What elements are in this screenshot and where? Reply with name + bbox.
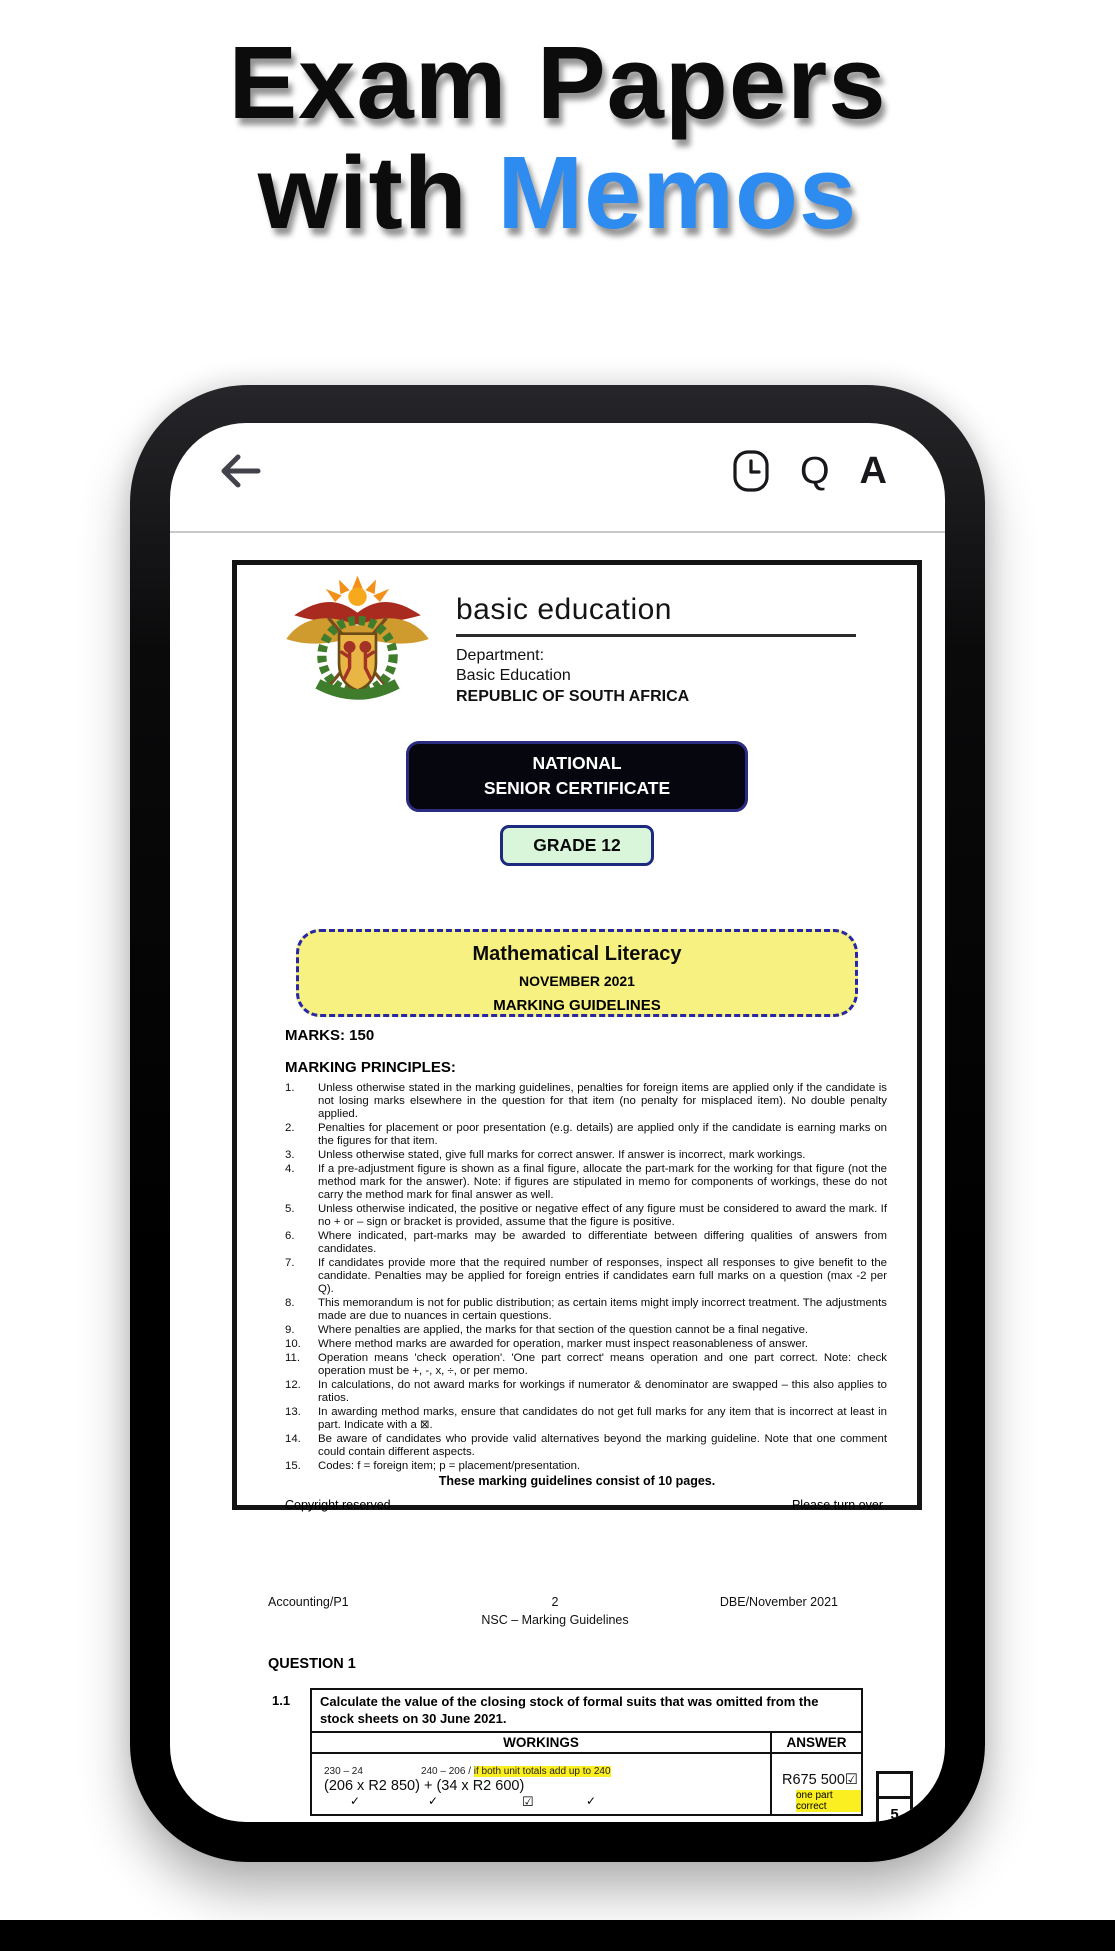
tick-icon: ✓ — [586, 1794, 597, 1809]
marks-allocation-box — [876, 1771, 913, 1822]
principle-item: 3. Unless otherwise stated, give full marks for correct answer. If answer is incorrect, mark workings. — [285, 1149, 806, 1161]
workings-formula: (206 x R2 850) + (34 x R2 600) — [324, 1778, 525, 1795]
certificate-line-2: SENIOR CERTIFICATE — [483, 777, 671, 798]
principle-item: 1. Unless otherwise stated in the marking guidelines, penalties for foreign items are applied only if the candidate is not losing marks elsewhere in the question for that item (no penalty for misplaced item). No double penalty applied. — [285, 1082, 887, 1120]
sa-coat-of-arms-icon — [275, 573, 440, 705]
search-icon[interactable]: Q — [799, 450, 830, 492]
principle-item: 14. Be aware of candidates who provide valid alternatives beyond the marking guideline. Note that one comment could contain different aspects. — [285, 1433, 887, 1458]
principle-item: 11. Operation means 'check operation'. 'One part correct' means operation and one part correct. Note: check operation must be +, -, x, ÷, or per memo. — [285, 1352, 887, 1377]
dbe-logo-header — [275, 573, 856, 707]
question-text-cell: Calculate the value of the closing stock of formal suits that was omitted from the stock sheets on 30 June 2021. — [311, 1689, 862, 1732]
principle-item: 8. This memorandum is not for public distribution; as certain items might imply incorrect treatment. The adjustments made are due to nuances in certain questions. — [285, 1297, 887, 1322]
workings-notes — [324, 1766, 770, 1777]
question-item-number: 1.1 — [272, 1693, 291, 1708]
font-size-icon[interactable]: A — [859, 450, 887, 492]
brand-title: basic education — [456, 593, 856, 637]
back-arrow-icon — [214, 445, 266, 497]
page1-footer — [285, 1498, 883, 1512]
note-mid: 240 – 206 / — [420, 1766, 471, 1778]
appbar-actions — [732, 445, 887, 497]
back-button[interactable] — [214, 445, 266, 497]
document-type: MARKING GUIDELINES — [493, 997, 661, 1014]
answer-value: R675 500☑ — [782, 1772, 858, 1789]
tick-icon: ✓ — [350, 1794, 361, 1809]
question-1-1-table — [310, 1688, 863, 1816]
boxed-tick-icon: ☑ — [522, 1794, 534, 1810]
page2-header — [210, 1595, 900, 1627]
principle-item: 5. Unless otherwise indicated, the positive or negative effect of any figure must be considered to award the mark. If no + or – sign or bracket is provided, assume that the figure is positive. — [285, 1203, 887, 1228]
department-lines — [456, 646, 856, 707]
workings-column-header: WORKINGS — [311, 1732, 771, 1753]
principle-item: 4. If a pre-adjustment figure is shown as a final figure, allocate the part-mark for the working for that figure (not the method mark for the answer). Note: if figures are stipulated in memo for components of workings, these do not carry the method mark for final answer as well. — [285, 1163, 887, 1201]
certificate-line-1: NATIONAL — [532, 753, 622, 773]
hero-title — [0, 25, 1115, 250]
appbar-divider — [170, 531, 945, 533]
page2-subject-code: Accounting/P1 — [268, 1595, 349, 1609]
page2-exam-ref: DBE/November 2021 — [719, 1595, 838, 1609]
document-page-1 — [232, 560, 922, 1510]
page2-header-subtitle: NSC – Marking Guidelines — [481, 1613, 629, 1627]
department-line-1: Department: — [456, 647, 545, 664]
national-certificate-banner — [406, 741, 748, 812]
dbe-text-block — [456, 573, 856, 707]
department-line-2: Basic Education — [456, 667, 571, 685]
principles-heading: MARKING PRINCIPLES: — [285, 1059, 456, 1076]
marks-box-empty-cell — [879, 1774, 910, 1799]
principle-item: 10. Where method marks are awarded for operation, marker must inspect reasonableness of answer. — [285, 1338, 809, 1350]
answer-column-header: ANSWER — [771, 1732, 862, 1753]
answer-cell — [771, 1753, 862, 1815]
department-line-3: REPUBLIC OF SOUTH AFRICA — [456, 687, 690, 705]
app-screen[interactable] — [170, 423, 945, 1822]
history-clock-icon[interactable] — [732, 448, 770, 494]
hero-line-1: Exam Papers — [228, 25, 887, 140]
marks-total: MARKS: 150 — [285, 1027, 375, 1044]
principle-item: 6. Where indicated, part-marks may be awarded to differentiate between differing qualities of answers from candidates. — [285, 1230, 887, 1255]
page-count-note: These marking guidelines consist of 10 pages. — [438, 1474, 716, 1488]
exam-session: NOVEMBER 2021 — [519, 973, 635, 989]
marking-principles-list — [285, 1082, 887, 1474]
hero-line-2-highlight: Memos — [497, 135, 858, 250]
workings-cell — [311, 1753, 771, 1815]
subject-title: Mathematical Literacy — [472, 943, 682, 965]
turn-over-note: Please turn over — [791, 1498, 883, 1512]
grade-badge: GRADE 12 — [500, 825, 654, 866]
principle-item: 9. Where penalties are applied, the marks for that section of the question cannot be a final negative. — [285, 1324, 809, 1336]
principle-item: 15. Codes: f = foreign item; p = placement/presentation. — [285, 1460, 581, 1472]
answer-note: one part correct — [796, 1790, 861, 1812]
principle-item: 12. In calculations, do not award marks for workings if numerator & denominator are swapped – this also applies to ratios. — [285, 1379, 887, 1404]
note-highlight: if both unit totals add up to 240 — [473, 1766, 611, 1778]
principle-item: 2. Penalties for placement or poor presentation (e.g. details) are applied only if the candidate is earning marks on the figures for that item. — [285, 1122, 887, 1147]
marking-ticks — [324, 1794, 770, 1810]
hero-line-2-prefix: with — [257, 135, 498, 250]
hero-line-2 — [0, 135, 1115, 250]
principle-item: 13. In awarding method marks, ensure that candidates do not get full marks for any item that is incorrect at least in part. Indicate with a ⊠. — [285, 1406, 887, 1431]
subject-banner — [296, 929, 858, 1017]
principle-item: 7. If candidates provide more that the required number of responses, inspect all responses to give benefit to the candidate. Penalties may be applied for foreign entries if candidates earn full marks on a question (max -2 per Q). — [285, 1257, 887, 1295]
question-1-heading: QUESTION 1 — [268, 1656, 356, 1672]
page2-number: 2 — [551, 1595, 559, 1609]
tick-icon: ✓ — [428, 1794, 439, 1809]
note-left: 230 – 24 — [324, 1766, 363, 1778]
bottom-letterbox-bar — [0, 1920, 1115, 1951]
page2-header-row — [210, 1595, 900, 1611]
copyright-note: Copyright reserved — [285, 1498, 391, 1512]
marks-box-value: 5 — [890, 1806, 899, 1822]
phone-mockup — [130, 385, 985, 1862]
